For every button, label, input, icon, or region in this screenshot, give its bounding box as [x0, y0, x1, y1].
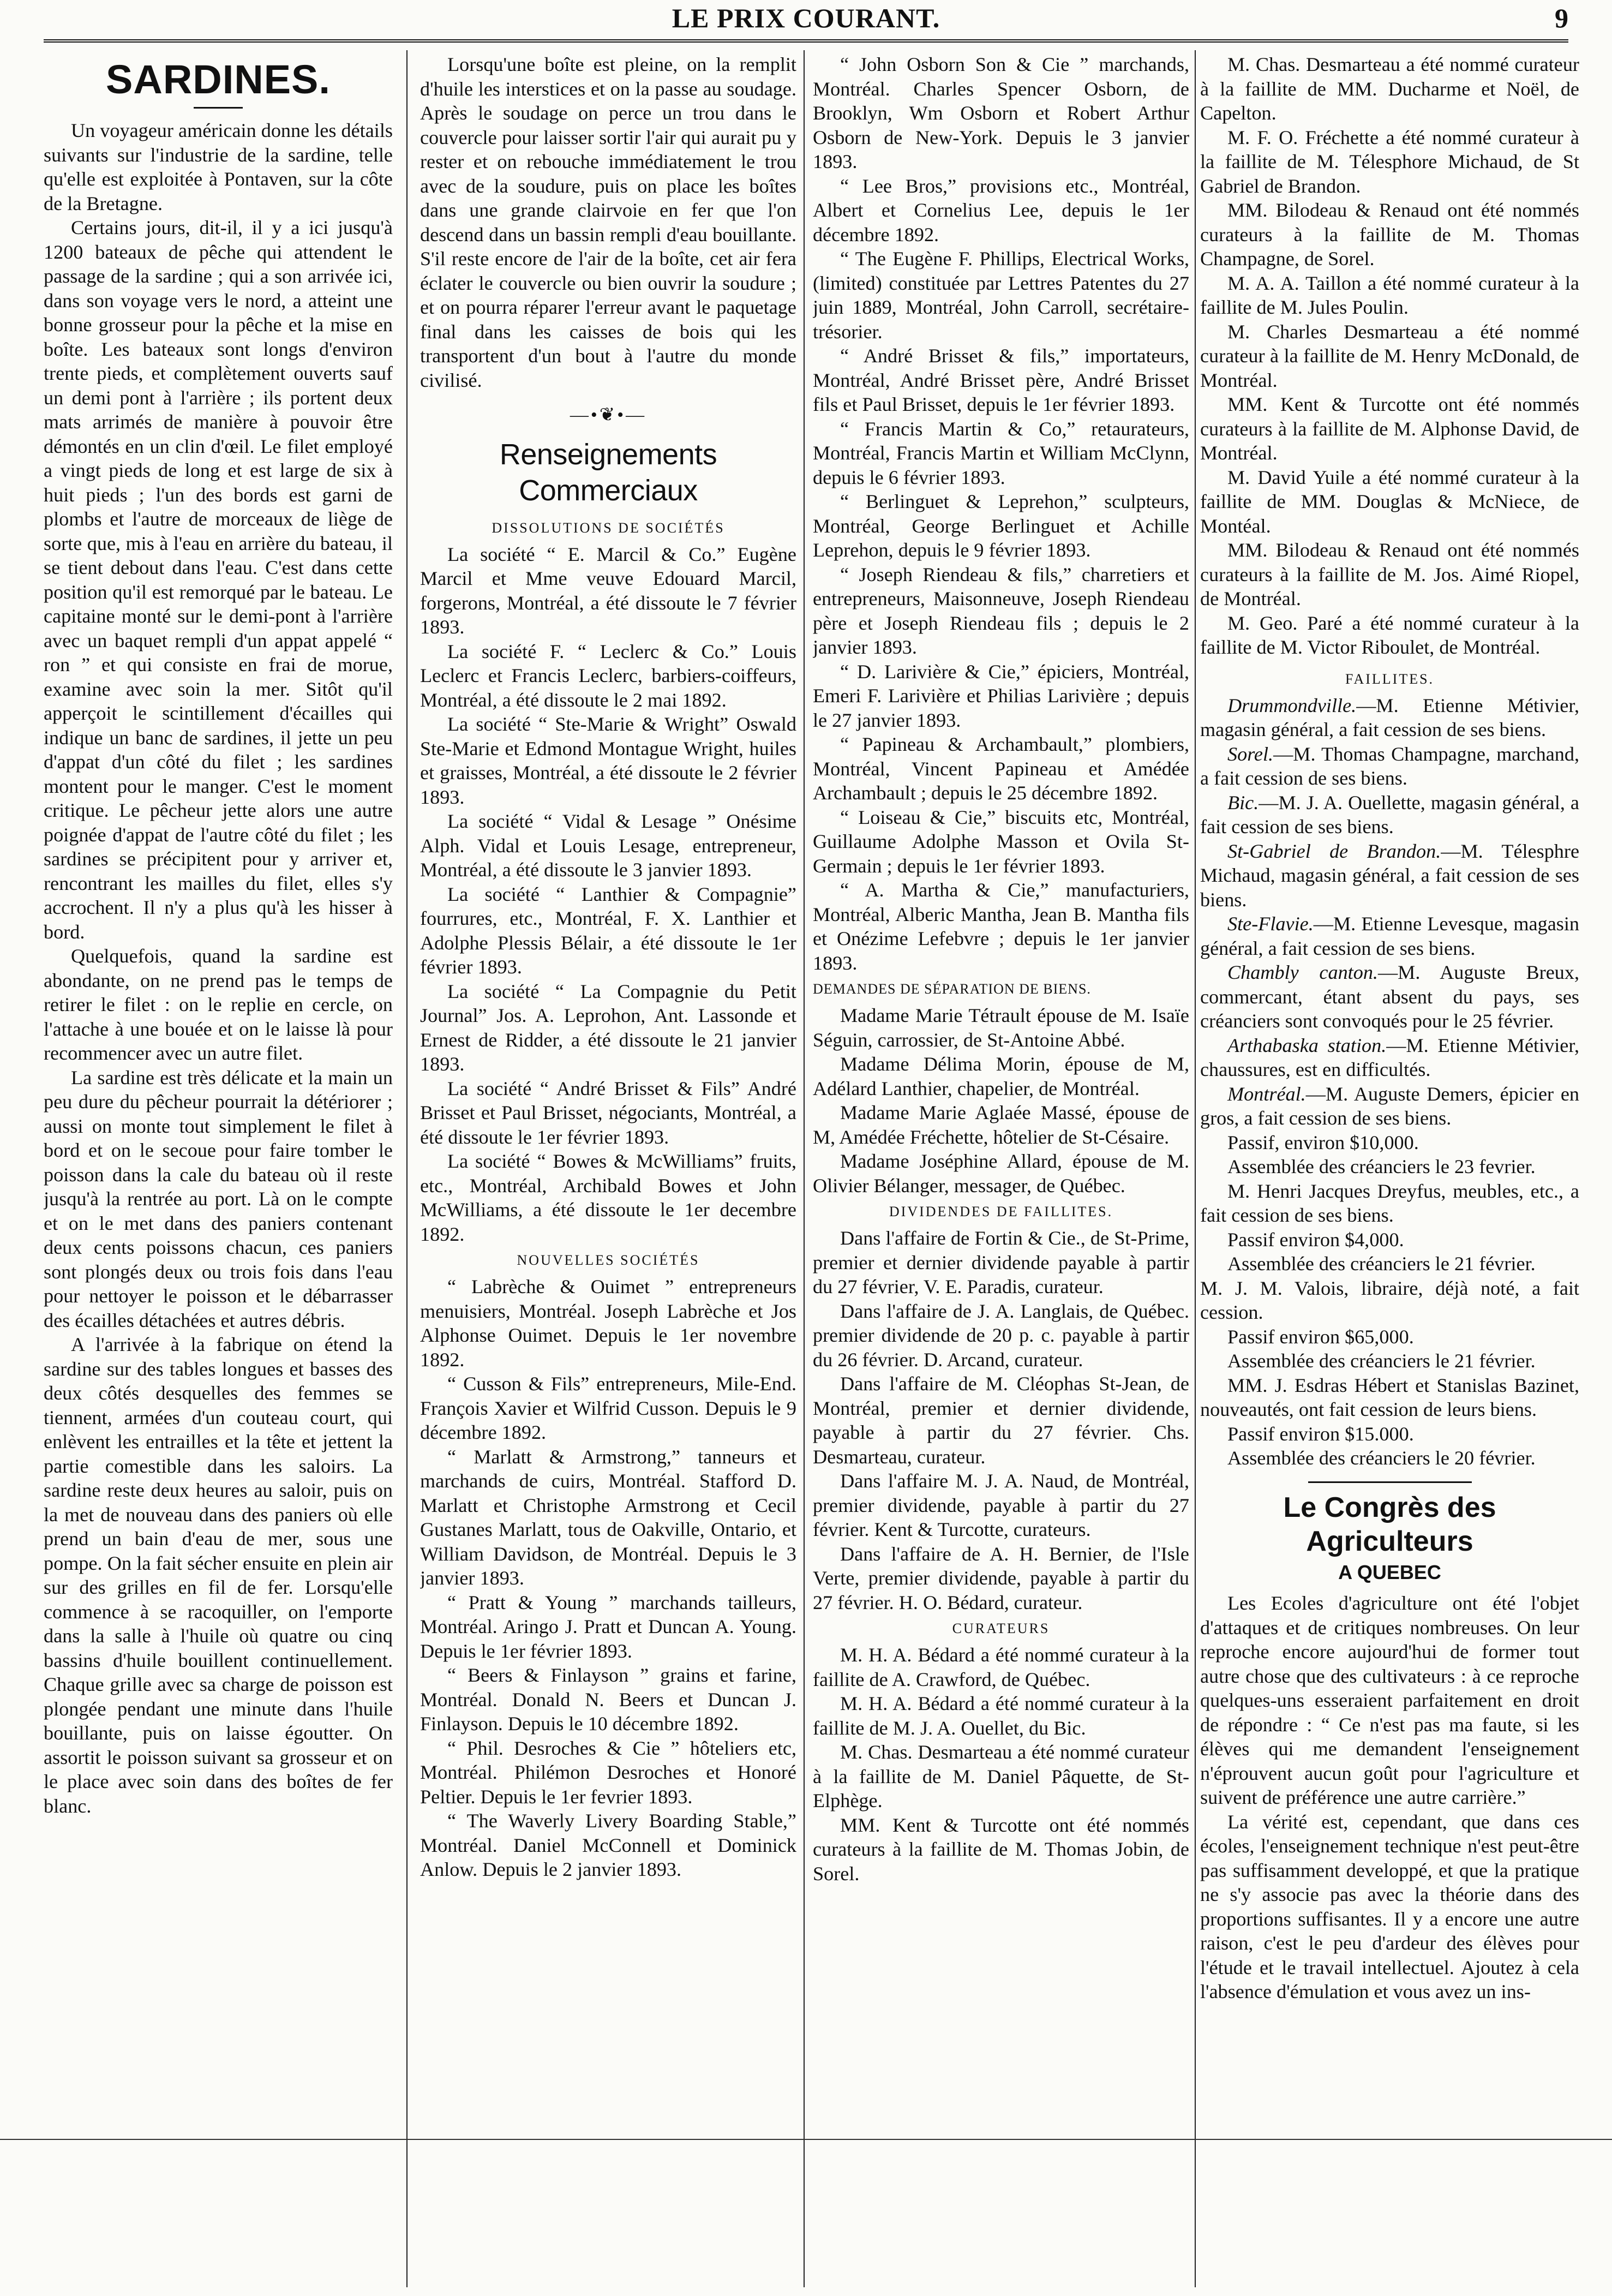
faillite-place: Drummondville. [1227, 694, 1357, 716]
section-rule [1308, 1481, 1472, 1483]
nouvelle-item: “ Cusson & Fils” entrepreneurs, Mile-End. François Xavier et Wilfrid Cusson. Depuis le 9 décembre 1892. [420, 1373, 796, 1443]
title-rule [194, 107, 243, 109]
masthead [0, 0, 1612, 38]
separation-item: Madame Marie Tétrault épouse de M. Isaïe Séguin, carrossier, de St-Antoine Abbé. [813, 1004, 1189, 1051]
nouvelle-item: “ Francis Martin & Co,” retaurateurs, Montréal, Francis Martin et William McClynn, depuis le 6 février 1893. [813, 417, 1189, 488]
curateur-item: M. Geo. Paré a été nommé curateur à la faillite de M. Victor Riboulet, de Montréal. [1200, 612, 1579, 658]
faillite-detail: Assemblée des créanciers le 21 février. [1227, 1350, 1536, 1372]
faillite-detail: M. J. M. Valois, libraire, déjà noté, a fait cession. [1200, 1277, 1579, 1323]
column-divider [1195, 50, 1196, 2287]
faillite-text: —M. Télesphre Michaud, magasin général, a fait cession de ses biens. [1200, 840, 1579, 911]
faillite-place: Bic. [1227, 791, 1259, 814]
subhead-dividendes: DIVIDENDES DE FAILLITES. [889, 1204, 1113, 1219]
curateur-item: MM. Bilodeau & Renaud ont été nommés curateurs à la faillite de M. Thomas Champagne, de Sorel. [1200, 199, 1579, 270]
paragraph: Quelquefois, quand la sardine est abondante, on ne prend pas le temps de retirer le filet : on le replie en cercle, on l'attache à une bouée et on le laisse là pour recommencer avec un autre filet. [44, 945, 393, 1064]
faillite-text: —M. Thomas Champagne, marchand, a fait cession de ses biens. [1200, 743, 1579, 789]
dividende-item: Dans l'affaire de Fortin & Cie., de St-Prime, premier et dernier dividende payable à partir du 27 février, V. E. Paradis, curateur. [813, 1227, 1189, 1298]
faillite-detail: Passif environ $4,000. [1227, 1228, 1404, 1251]
faillite-detail: Passif environ $15.000. [1227, 1422, 1414, 1445]
paragraph: Les Ecoles d'agriculture ont été l'objet d'attaques et de critiques nombreuses. On leur reproche encore aujourd'hui de former tout autre chose que des cultivateurs : à ce reproche quelques-uns esseraient parfaitement en droit de répondre : “ Ce n'est pas ma faute, si les élèves qui me demandent l'enseignement n'éprouvent aucun goût pour l'agriculture et suivent de préférence une autre carrière.” [1200, 1592, 1579, 1808]
faillite-item [1200, 912, 1579, 960]
curateur-item: MM. Kent & Turcotte ont été nommés curateurs à la faillite de M. Alphonse David, de Montréal. [1200, 393, 1579, 464]
dividende-item: Dans l'affaire M. J. A. Naud, de Montréal, premier dividende, payable à partir du 27 février. Kent & Turcotte, curateurs. [813, 1470, 1189, 1540]
nouvelle-item: “ Pratt & Young ” marchands tailleurs, Montréal. Aringo J. Pratt et Duncan A. Young. Depuis le 1er février 1893. [420, 1591, 796, 1662]
nouvelle-item: “ Berlinguet & Leprehon,” sculpteurs, Montréal, George Berlinguet et Achille Leprehon, depuis le 9 février 1893. [813, 491, 1189, 561]
dissolution-item: La société “ André Brisset & Fils” André Brisset et Paul Brisset, négociants, Montréal, a été dissoute le 1er février 1893. [420, 1077, 796, 1148]
faillite-place: Ste-Flavie. [1227, 913, 1314, 935]
faillite-item [1200, 960, 1579, 1033]
curateur-item: M. A. A. Taillon a été nommé curateur à la faillite de M. Jules Poulin. [1200, 272, 1579, 318]
nouvelle-item: “ A. Martha & Cie,” manufacturiers, Montréal, Alberic Mantha, Jean B. Mantha fils et Onézime Lefebvre ; depuis le 1er janvier 1893. [813, 879, 1189, 974]
faillite-place: Sorel. [1227, 743, 1274, 765]
newspaper-title: LE PRIX COURANT. [672, 3, 940, 33]
ornament-divider: —•❦•— [570, 405, 647, 425]
faillite-detail: Assemblée des créanciers le 20 février. [1227, 1447, 1536, 1469]
nouvelle-item: “ D. Larivière & Cie,” épiciers, Montréal, Emeri F. Larivière et Philias Larivière ; depuis le 27 janvier 1893. [813, 660, 1189, 731]
faillite-item [1200, 839, 1579, 912]
nouvelle-item: “ Joseph Riendeau & fils,” charretiers et entrepreneurs, Maisonneuve, Joseph Riendeau père et Joseph Riendeau fils ; depuis le 2 janvier 1893. [813, 563, 1189, 658]
page-fold-line [0, 2139, 1612, 2140]
nouvelle-item: “ André Brisset & fils,” importateurs, Montréal, André Brisset père, André Brisset fils et Paul Brisset, depuis le 1er février 1893. [813, 345, 1189, 415]
article-subtitle-congres: A QUEBEC [1338, 1560, 1441, 1583]
paragraph: La vérité est, cependant, que dans ces écoles, l'enseignement technique n'est peut-être pas suffisamment developpé, et que la pratique ne s'y associe pas avec la théorie dans des proportions suffisantes. Il y a encore une autre raison, c'est le peu d'ardeur des élèves pour l'étude et le travail intellectuel. Ajoutez à cela l'absence d'émulation et vous avez un ins- [1200, 1810, 1579, 2002]
faillite-item [1200, 742, 1579, 791]
faillite-detail: Assemblée des créanciers le 21 février. [1227, 1253, 1536, 1275]
article-title-congres: Le Congrès des Agriculteurs [1283, 1491, 1496, 1557]
subhead-separation: DEMANDES DE SÉPARATION DE BIENS. [813, 981, 1091, 997]
nouvelle-item: “ Beers & Finlayson ” grains et farine, Montréal. Donald N. Beers et Duncan J. Finlayson. Depuis le 10 décembre 1892. [420, 1664, 796, 1735]
dividende-item: Dans l'affaire de M. Cléophas St-Jean, de Montréal, premier et dernier dividende, payable à partir du 27 février. Chs. Desmarteau, curateur. [813, 1373, 1189, 1468]
section-title-renseignements: Renseignements Commerciaux [499, 438, 717, 507]
dissolution-item: La société “ E. Marcil & Co.” Eugène Marcil et Mme veuve Edouard Marcil, forgerons, Montréal, a été dissoute le 7 février 1893. [420, 543, 796, 638]
faillite-place: St-Gabriel de Brandon. [1227, 840, 1441, 862]
nouvelle-item: “ Phil. Desroches & Cie ” hôteliers etc, Montréal. Philémon Desroches et Honoré Peltier. Depuis le 1er fevrier 1893. [420, 1737, 796, 1808]
faillite-text: —M. Auguste Demers, épicier en gros, a fait cession de ses biens. [1200, 1083, 1579, 1129]
faillite-place: Chambly canton. [1227, 961, 1378, 983]
curateur-item: M. Chas. Desmarteau a été nommé curateur à la faillite de MM. Ducharme et Noël, de Capelton. [1200, 53, 1579, 124]
dividende-item: Dans l'affaire de J. A. Langlais, de Québec. premier dividende de 20 p. c. payable à partir du 26 février. D. Arcand, curateur. [813, 1300, 1189, 1371]
column-divider [804, 50, 805, 2287]
subhead-faillites: FAILLITES. [1345, 671, 1435, 687]
paragraph: A l'arrivée à la fabrique on étend la sardine sur des tables longues et basses des deux côtés desquelles des femmes se tiennent, armées d'un couteau court, qui enlèvent les entrailles et la tête et jettent la partie comestible dans les saloirs. La sardine reste deux heures au saloir, puis on la met de nouveau dans des paniers où elle prend un bain d'eau de mer, sous une pompe. On la fait sécher ensuite en plein air sur des grilles en fil de fer. Lorsqu'elle commence à se racoquiller, on l'emporte dans la salle à l'huile où quatre ou cinq bassins d'huile bouillent continuellement. Chaque grille avec sa charge de poisson est plongée pendant une minute dans l'huile bouillante, puis on laisse égoutter. On assortit le poisson suivant sa grosseur et on le place avec soin dans des boîtes de fer blanc. [44, 1334, 393, 1817]
dissolution-item: La société “ La Compagnie du Petit Journal” Jos. A. Leprohon, Ant. Lassonde et Ernest de Ridder, a été dissoute le 21 janvier 1893. [420, 980, 796, 1075]
separation-item: Madame Joséphine Allard, épouse de M. Olivier Bélanger, messager, de Québec. [813, 1150, 1189, 1197]
curateur-item: MM. Kent & Turcotte ont été nommés curateurs à la faillite de M. Thomas Jobin, de Sorel. [813, 1814, 1189, 1885]
column-4 [1200, 52, 1579, 2284]
nouvelle-item: “ Marlatt & Armstrong,” tanneurs et marchands de cuirs, Montréal. Stafford D. Marlatt et Christophe Armstrong et Cecil Gustanes Marlatt, tous de Oakville, Ontario, et William Davidson, de Montréal. Depuis le 3 janvier 1893. [420, 1445, 796, 1589]
nouvelle-item: “ John Osborn Son & Cie ” marchands, Montréal. Charles Spencer Osborn, de Brooklyn, Wm Osborn et Robert Arthur Osborn de New-York. Depuis le 3 janvier 1893. [813, 53, 1189, 172]
faillite-detail: M. Henri Jacques Dreyfus, meubles, etc., a fait cession de ses biens. [1200, 1180, 1579, 1226]
page-number: 9 [1555, 3, 1568, 33]
paragraph: Lorsqu'une boîte est pleine, on la remplit d'huile les interstices et on la passe au soudage. Après le soudage on perce un trou dans le couvercle pour laisser sortir l'air qui aurait pu y rester et on rebouche immédiatement le trou avec de la soudure, puis on place les boîtes dans une grande clairvoie en fer que l'on descend dans un bassin rempli d'eau bouillante. S'il reste encore de l'air de la boîte, cet air fera éclater le couvercle ou bien ouvrir la soudure ; et on pourra réparer l'erreur avant le paquetage final dans les caisses de bois qui les transportent d'un bout à l'autre du monde civilisé. [420, 53, 796, 391]
faillite-place: Montréal. [1227, 1083, 1306, 1105]
faillite-item [1200, 693, 1579, 742]
dividende-item: Dans l'affaire de A. H. Bernier, de l'Isle Verte, premier dividende, payable à partir du 27 février. H. O. Bédard, curateur. [813, 1542, 1189, 1613]
faillite-detail: Passif environ $65,000. [1227, 1325, 1414, 1348]
faillite-item [1200, 1082, 1579, 1131]
paragraph: La sardine est très délicate et la main un peu dure du pêcheur pourrait la détériorer ; aussi on monte tout simplement le filet à bord et on le secoue pour faire tomber le poisson dans la cale du bateau où il reste jusqu'à la rentrée au port. Là on le compte et on le met dans des paniers contenant deux cents poissons chacun, ces paniers sont plongés deux ou trois fois dans l'eau pour nettoyer le poisson et le débarrasser des écailles détachées et autres débris. [44, 1066, 393, 1331]
faillite-place: Arthabaska station. [1227, 1034, 1387, 1056]
faillite-text: —M. Etienne Métivier, magasin général, a fait cession de ses biens. [1200, 694, 1579, 740]
curateur-item: M. David Yuile a été nommé curateur à la faillite de MM. Douglas & McNiece, de Montéal. [1200, 466, 1579, 537]
column-divider [406, 50, 408, 2287]
subhead-curateurs: CURATEURS [952, 1621, 1050, 1636]
nouvelle-item: “ Papineau & Archambault,” plombiers, Montréal, Vincent Papineau et Amédée Archambault ; depuis le 25 décembre 1892. [813, 733, 1189, 804]
subhead-nouvelles: NOUVELLES SOCIÉTÉS [517, 1252, 700, 1268]
faillite-text: —M. Auguste Breux, commercant, étant absent du pays, ses créanciers sont convoqués pour le 25 février. [1200, 961, 1579, 1032]
separation-item: Madame Marie Aglaée Massé, épouse de M, Amédée Fréchette, hôtelier de St-Césaire. [813, 1102, 1189, 1148]
column-1 [44, 52, 393, 2284]
curateur-item: M. Chas. Desmarteau a été nommé curateur à la faillite de M. Daniel Pâquette, de St-Elphège. [813, 1741, 1189, 1811]
masthead-rule [44, 39, 1568, 43]
faillite-item [1200, 1033, 1579, 1082]
curateur-item: M. H. A. Bédard a été nommé curateur à la faillite de M. J. A. Ouellet, du Bic. [813, 1693, 1189, 1739]
curateur-item: M. H. A. Bédard a été nommé curateur à la faillite de A. Crawford, de Québec. [813, 1644, 1189, 1690]
faillite-item [1200, 791, 1579, 839]
nouvelle-item: “ The Eugène F. Phillips, Electrical Works, (limited) constituée par Lettres Patentes du 27 juin 1889, Montréal, John Carroll, secrétaire-trésorier. [813, 248, 1189, 343]
nouvelle-item: “ Labrèche & Ouimet ” entrepreneurs menuisiers, Montréal. Joseph Labrèche et Jos Alphonse Ouimet. Depuis le 1er novembre 1892. [420, 1276, 796, 1371]
dissolution-item: La société “ Vidal & Lesage ” Onésime Alph. Vidal et Louis Lesage, entrepreneur, Montréal, a été dissoute le 3 janvier 1893. [420, 810, 796, 881]
nouvelle-item: “ The Waverly Livery Boarding Stable,” Montréal. Daniel McConnell et Dominick Anlow. Depuis le 2 janvier 1893. [420, 1810, 796, 1880]
separation-item: Madame Délima Morin, épouse de M, Adélard Lanthier, chapelier, de Montréal. [813, 1053, 1189, 1099]
paragraph: Un voyageur américain donne les détails suivants sur l'industrie de la sardine, telle qu'elle est exploitée à Pontaven, sur la côte de la Bretagne. [44, 119, 393, 214]
curateur-item: M. F. O. Fréchette a été nommé curateur à la faillite de M. Télesphore Michaud, de St Gabriel de Brandon. [1200, 126, 1579, 197]
faillite-detail: MM. J. Esdras Hébert et Stanislas Bazinet, nouveautés, ont fait cession de leurs biens. [1200, 1374, 1579, 1420]
dissolution-item: La société “ Lanthier & Compagnie” fourrures, etc., Montréal, F. X. Lanthier et Adolphe Plessis Bélair, a été dissoute le 1er février 1893. [420, 883, 796, 978]
faillite-text: —M. Etienne Métivier, chaussures, est en difficultés. [1200, 1034, 1579, 1080]
nouvelle-item: “ Lee Bros,” provisions etc., Montréal, Albert et Cornelius Lee, depuis le 1er décembre 1892. [813, 175, 1189, 246]
curateur-item: MM. Bilodeau & Renaud ont été nommés curateurs à la faillite de M. Jos. Aimé Riopel, de Montréal. [1200, 539, 1579, 609]
faillite-text: —M. J. A. Ouellette, magasin général, a fait cession de ses biens. [1200, 791, 1579, 838]
article-title-sardines: SARDINES. [106, 57, 331, 102]
column-3 [813, 52, 1189, 2284]
column-2 [420, 52, 796, 2284]
nouvelle-item: “ Loiseau & Cie,” biscuits etc, Montréal, Guillaume Adolphe Masson et Ovila St-Germain ; depuis le 1er février 1893. [813, 806, 1189, 877]
faillite-detail: Assemblée des créanciers le 23 fevrier. [1227, 1156, 1536, 1177]
dissolution-item: La société F. “ Leclerc & Co.” Louis Leclerc et Francis Leclerc, barbiers-coiffeurs, Montréal, a été dissoute le 2 mai 1892. [420, 640, 796, 711]
faillite-detail: Passif, environ $10,000. [1227, 1131, 1419, 1153]
subhead-dissolutions: DISSOLUTIONS DE SOCIÉTÉS [492, 519, 725, 536]
dissolution-item: La société “ Ste-Marie & Wright” Oswald Ste-Marie et Edmond Montague Wright, huiles et graisses, Montréal, a été dissoute le 2 février 1893. [420, 713, 796, 808]
paragraph: Certains jours, dit-il, il y a ici jusqu'à 1200 bateaux de pêche qui attendent le passage de la sardine ; qui a son arrivée ici, dans son voyage vers le nord, a atteint une bonne grosseur pour la pêche et la mise en boîte. Les bateaux sont longs d'environ trente pieds, et complètement ouverts sauf un demi pont à l'arrière ; ils portent deux mats arrimés de manière à pouvoir être démontés en un clin d'œil. Le filet employé a vingt pieds de long et est large de six à huit pieds ; l'un des bords est garni de plombs et l'autre de morceaux de liège de sorte que, mis à l'eau en arrière du bateau, il se tient debout dans l'eau. C'est dans cette position qu'il est remorqué par le bateau. Le capitaine monté sur le demi-pont à l'arrière avec un baquet rempli d'un appat appelé “ ron ” et qui consiste en frai de morue, examine avec soin la mer. Sitôt qu'il apperçoit le scintillement d'écailles qui indique un banc de sardines, il jette un peu d'appat d'un côté du filet ; les sardines montent pour le manger. C'est le moment critique. Le pêcheur jette alors une autre poignée d'appat de l'autre côté du filet ; les sardines se précipitent pour y arriver et, rencontrant les mailles du filet, elles s'y accrochent. Il n'y a plus qu'à les hisser à bord. [44, 217, 393, 943]
faillite-text: —M. Etienne Levesque, magasin général, a fait cession de ses biens. [1200, 913, 1579, 959]
dissolution-item: La société “ Bowes & McWilliams” fruits, etc., Montréal, Archibald Bowes et John McWilliams, a été dissoute le 1er decembre 1892. [420, 1150, 796, 1245]
curateur-item: M. Charles Desmarteau a été nommé curateur à la faillite de M. Henry McDonald, de Montréal. [1200, 320, 1579, 391]
